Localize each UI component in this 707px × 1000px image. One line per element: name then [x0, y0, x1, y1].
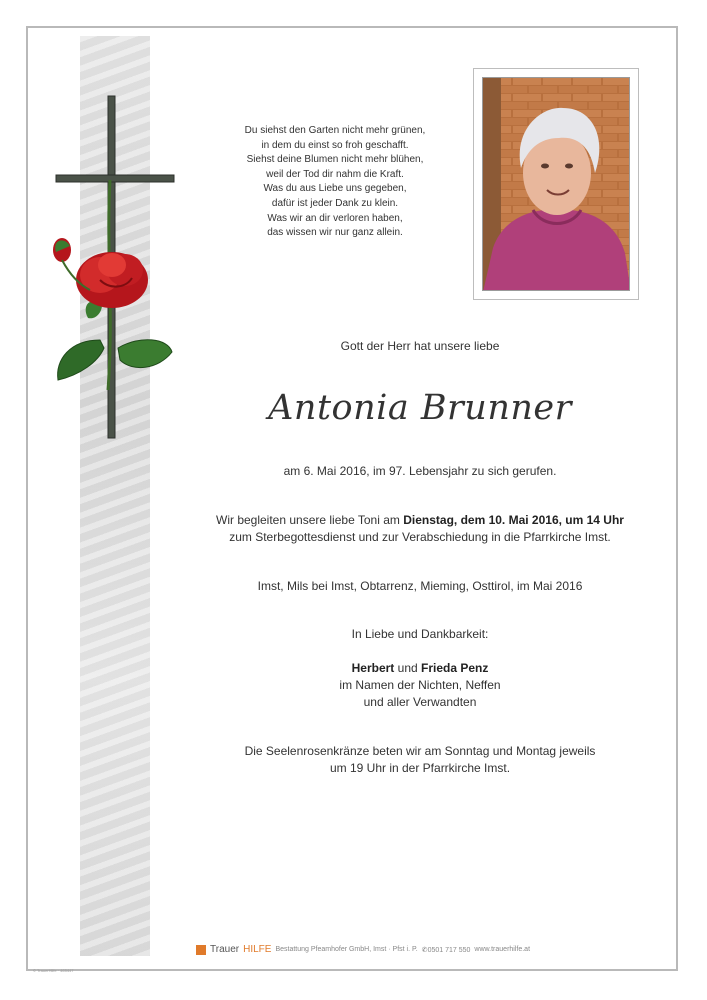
poem	[210, 124, 460, 241]
rosary-info	[170, 743, 670, 777]
print-id: © TrauerHilfe · 465447	[33, 968, 74, 973]
service-prefix: Wir begleiten unsere liebe Toni am	[216, 513, 404, 527]
poem-line: Was wir an dir verloren haben,	[267, 212, 403, 224]
death-date-text: am 6. Mai 2016, im 97. Lebensjahr zu sich gerufen.	[283, 464, 557, 478]
intro-text: Gott der Herr hat unsere liebe	[340, 339, 500, 353]
poem-line: das wissen wir nur ganz allein.	[267, 227, 403, 239]
poem-line: in dem du einst so froh geschafft.	[261, 139, 409, 151]
footer-phone: ✆0501 717 550	[421, 946, 471, 954]
logo-text-part2: HILFE	[243, 944, 272, 955]
service-line2: zum Sterbegottesdienst und zur Verabschiedung in die Pfarrkirche Imst.	[229, 530, 611, 544]
deceased-name: Antonia Brunner	[268, 388, 572, 428]
family-signature	[170, 660, 670, 711]
poem-line: weil der Tod dir nahm die Kraft.	[266, 168, 404, 180]
footer-web: www.trauerhilfe.at	[474, 946, 531, 953]
footer	[196, 944, 530, 955]
cross-with-rose-icon	[40, 90, 180, 450]
poem-line: Was du aus Liebe uns gegeben,	[263, 183, 407, 195]
family-name2: Frieda Penz	[421, 661, 489, 675]
footer-company: Bestattung Pfeamhofer GmbH, Imst · Pfst i. P.	[275, 946, 418, 953]
portrait-photo	[482, 77, 630, 291]
family-line2: im Namen der Nichten, Neffen	[339, 678, 501, 692]
places-text: Imst, Mils bei Imst, Obtarrenz, Mieming, Osttirol, im Mai 2016	[257, 579, 583, 593]
service-date: Dienstag, dem 10. Mai 2016, um 14 Uhr	[403, 513, 624, 527]
portrait-frame	[473, 68, 639, 300]
family-name1: Herbert	[351, 661, 395, 675]
family-line3: und aller Verwandten	[363, 695, 477, 709]
poem-line: Du siehst den Garten nicht mehr grünen,	[244, 125, 426, 136]
poem-line: Siehst deine Blumen nicht mehr blühen,	[246, 154, 424, 166]
logo-text-part1: Trauer	[210, 944, 240, 955]
logo-icon	[196, 945, 206, 955]
family-and: und	[394, 661, 422, 675]
gratitude-text: In Liebe und Dankbarkeit:	[351, 627, 489, 641]
poem-line: dafür ist jeder Dank zu klein.	[271, 197, 399, 209]
rosary-line2: um 19 Uhr in der Pfarrkirche Imst.	[329, 761, 511, 775]
service-info	[170, 512, 670, 546]
rosary-line1: Die Seelenrosenkränze beten wir am Sonntag und Montag jeweils	[244, 744, 596, 758]
